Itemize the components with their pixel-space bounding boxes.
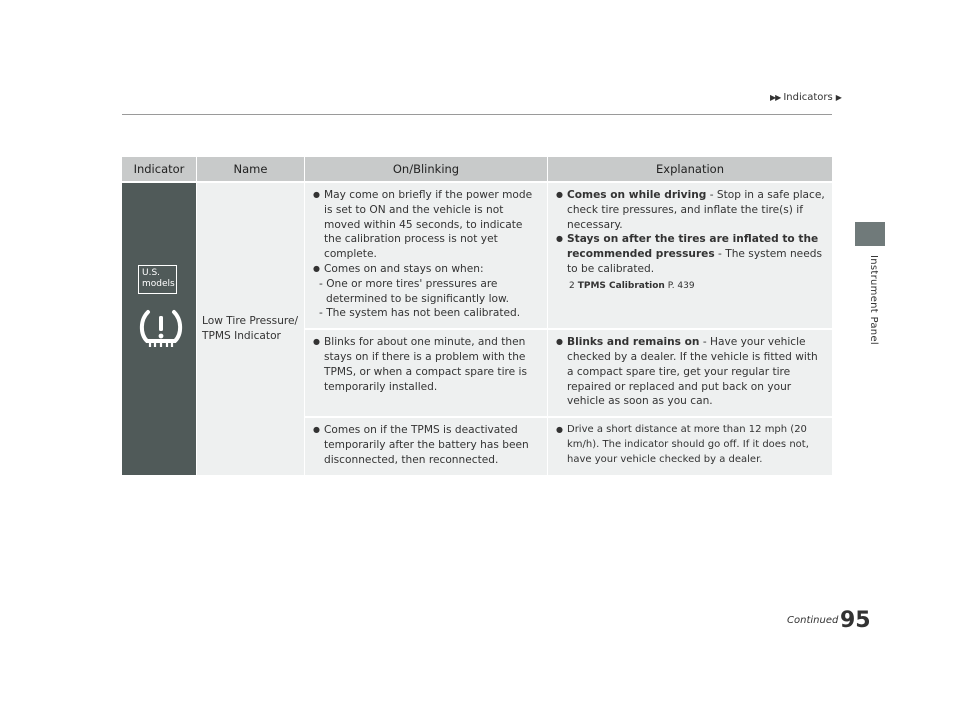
list-item: [556, 335, 826, 409]
us-models-badge: U.S. models: [138, 265, 177, 294]
explanation-heading: Comes on while driving: [567, 189, 707, 201]
explanation-cell: [548, 328, 832, 416]
list-item: [556, 232, 826, 276]
list-item: [556, 423, 826, 467]
list-item: ● May come on briefly if the power mode is set to ON and the vehicle is not moved within 45 seconds, to indicate the calibration process is not yet complete.: [313, 188, 541, 262]
continued-label: Continued: [787, 615, 839, 626]
table-header-row: [122, 157, 832, 181]
xref-title: TPMS Calibration: [577, 280, 665, 291]
tpms-warning-icon: [139, 308, 183, 348]
column-header-explanation: Explanation: [548, 157, 832, 181]
indicator-icon-cell: [122, 181, 197, 475]
on-blinking-cell: [305, 416, 548, 474]
breadcrumb-end-arrow-icon: ▶: [835, 93, 841, 102]
column-header-indicator: Indicator: [122, 157, 197, 181]
reference-arrow-icon: 2: [569, 280, 575, 291]
explanation-cell: [548, 416, 832, 474]
sub-list-item: - The system has not been calibrated.: [319, 307, 521, 320]
table-row: [122, 181, 832, 328]
breadcrumb: [770, 92, 841, 103]
explanation-heading: Blinks and remains on: [567, 336, 700, 349]
explanation-text: Drive a short distance at more than 12 mph (20 km/h). The indicator should go off. If it does not, have your vehicle checked by a dealer.: [567, 424, 809, 465]
breadcrumb-label[interactable]: Indicators: [783, 92, 833, 103]
explanation-text: - Stop in a safe place, check tire pressures, and inflate the tire(s) if necessary.: [567, 189, 825, 231]
list-item: ● Comes on and stays on when:: [313, 262, 541, 277]
list-item: ● Blinks for about one minute, and then stays on if there is a problem with the TPMS, or when a compact spare tire is temporarily installed.: [313, 335, 541, 394]
list-item: [556, 188, 826, 232]
section-tab-label: Instrument Panel: [868, 255, 879, 345]
xref-page: P. 439: [664, 280, 695, 291]
column-header-name: Name: [197, 157, 305, 181]
explanation-heading: Stays on after the tires are inflated to the recommended pressures: [567, 233, 819, 261]
explanation-cell: [548, 181, 832, 328]
page-number: 95: [840, 608, 871, 633]
cross-reference-link[interactable]: [556, 279, 826, 294]
column-header-on-blinking: On/Blinking: [305, 157, 548, 181]
on-blinking-cell: [305, 328, 548, 416]
section-tab-marker: [855, 222, 885, 246]
indicator-name: Low Tire Pressure/ TPMS Indicator: [197, 181, 305, 475]
list-item: ● Comes on if the TPMS is deactivated temporarily after the battery has been disconnected, then reconnected.: [313, 423, 541, 467]
explanation-text: - The system needs to be calibrated.: [567, 248, 822, 275]
header-divider: [122, 114, 832, 115]
breadcrumb-arrow-icon: ▶▶: [770, 93, 781, 102]
explanation-text: - Have your vehicle checked by a dealer. If the vehicle is fitted with a compact spare tire, get your regular tire repaired or replaced and put back on your vehicle as soon as you can.: [567, 336, 818, 408]
indicator-table: [122, 157, 832, 475]
on-blinking-cell: [305, 181, 548, 328]
sub-list-item: - One or more tires' pressures are determined to be significantly low.: [319, 277, 510, 305]
